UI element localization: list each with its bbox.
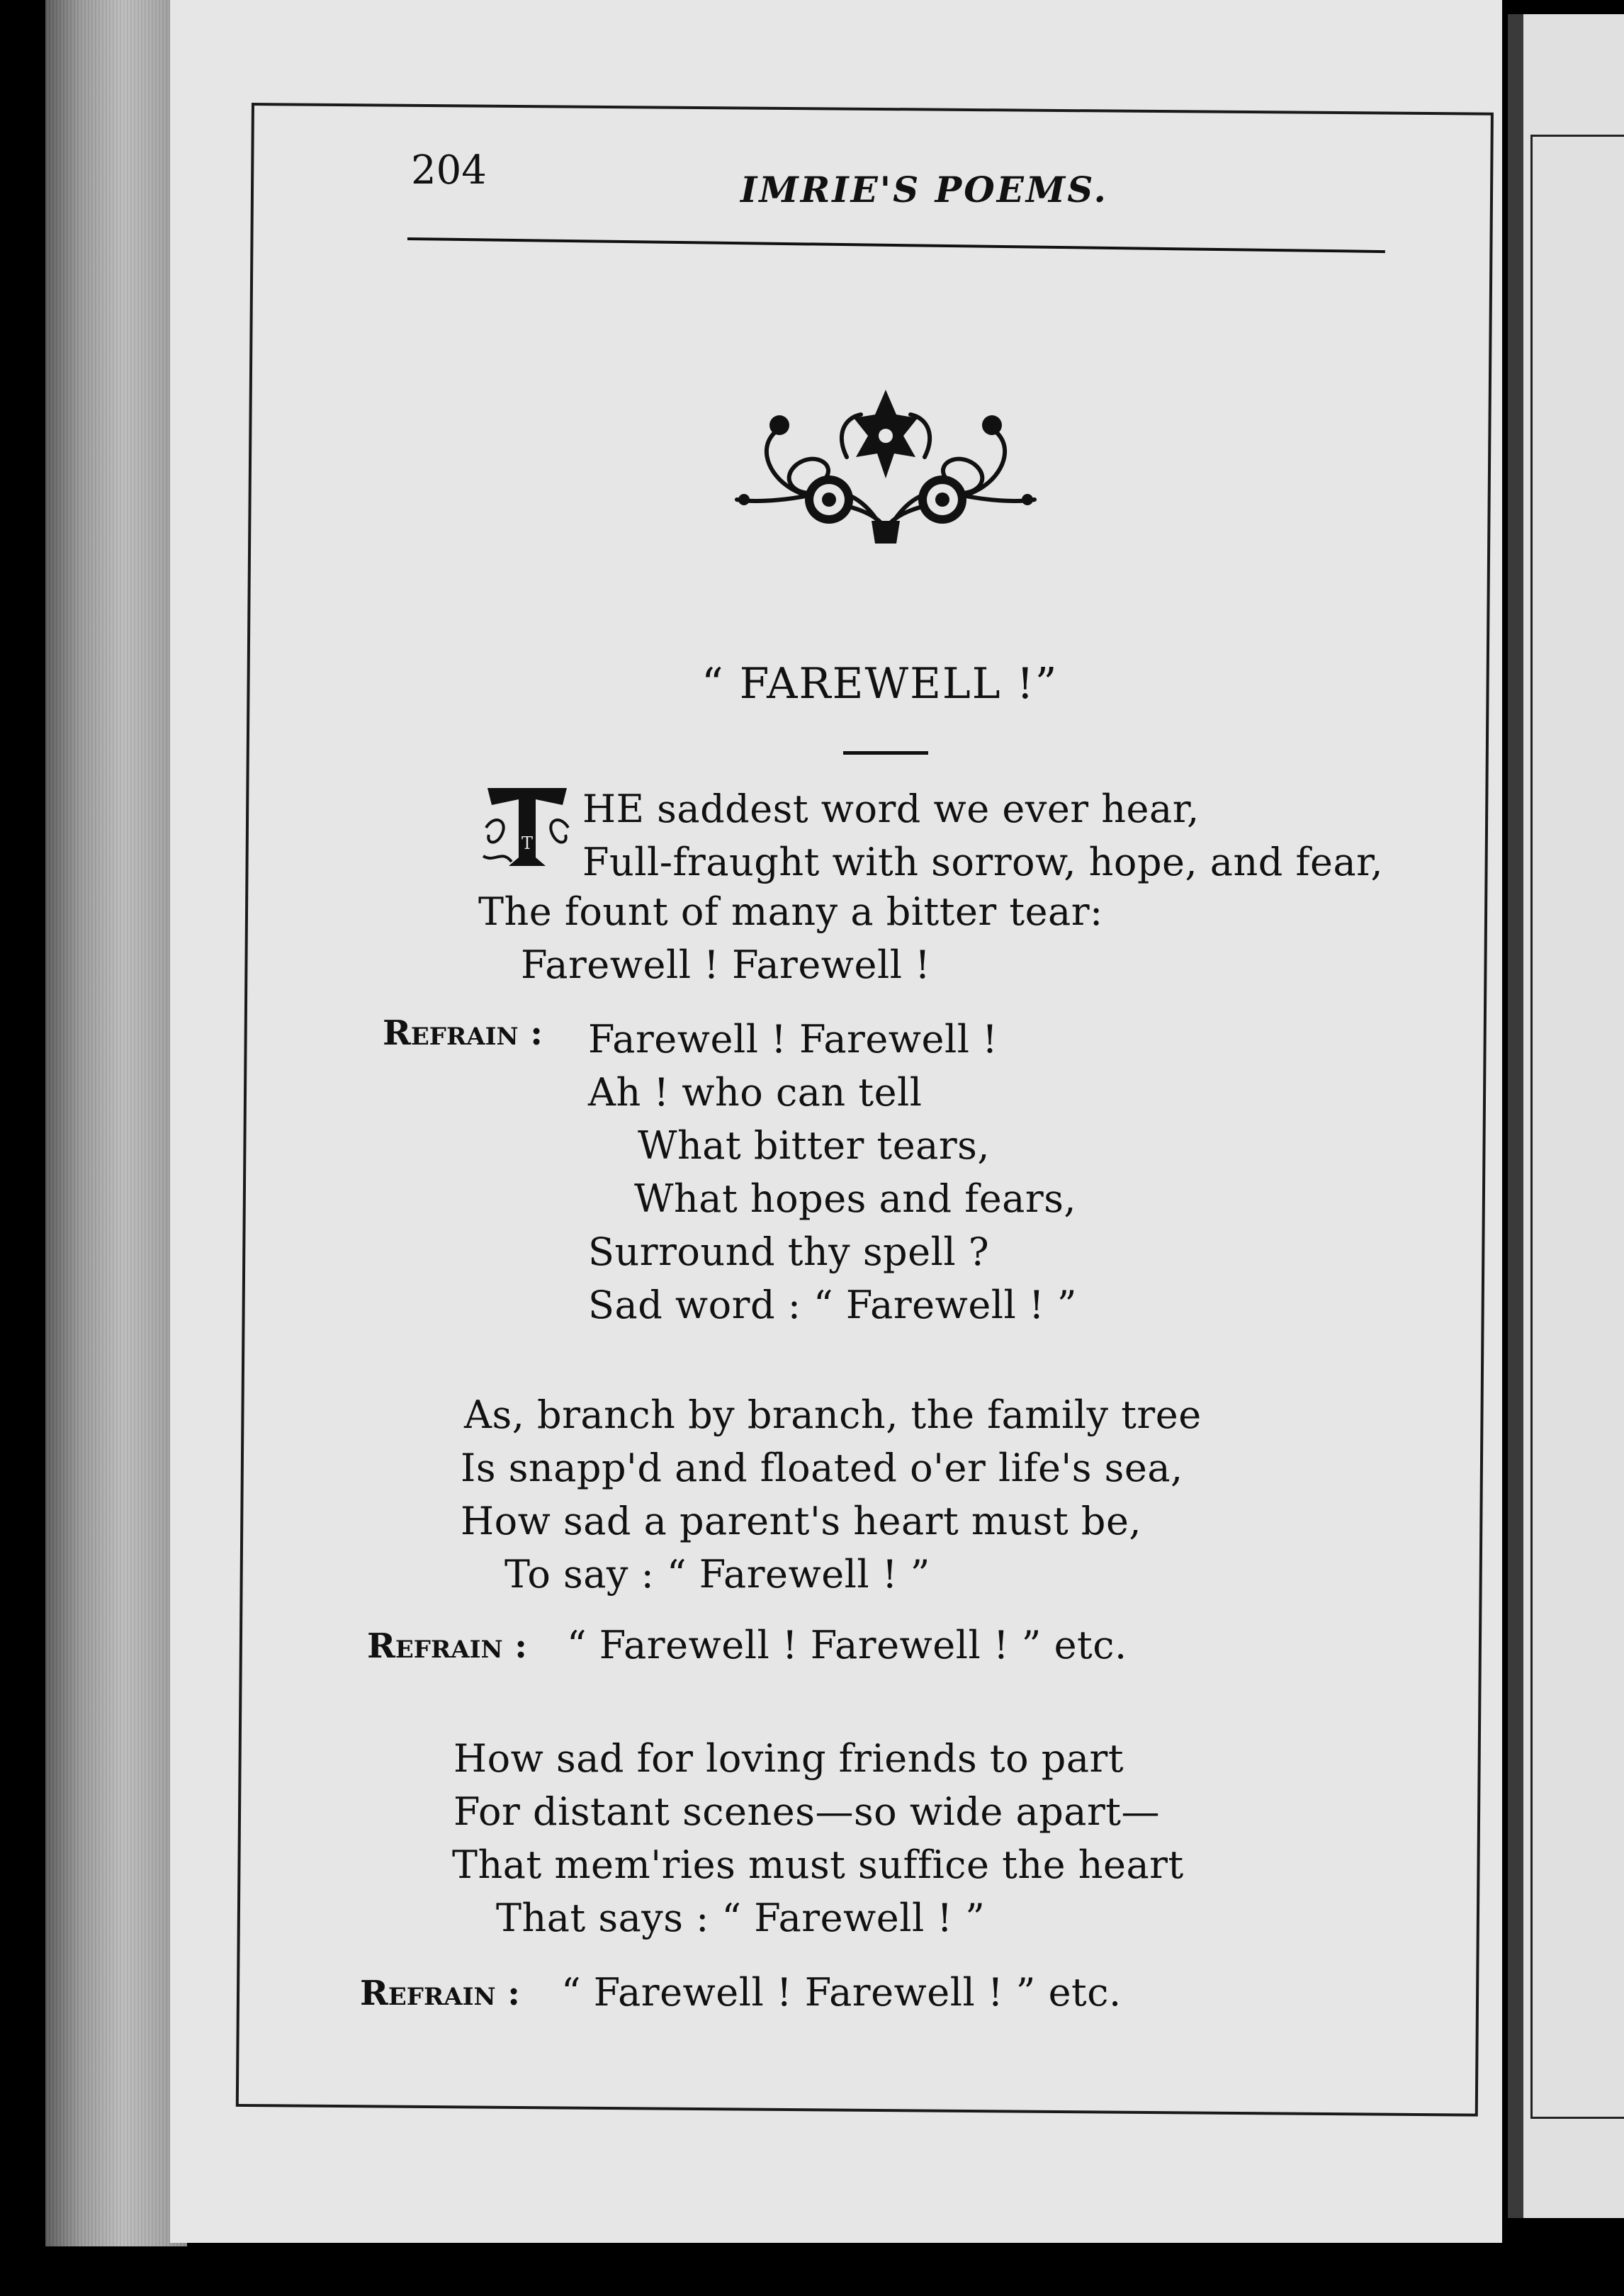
book-page-edge — [45, 0, 187, 2246]
refrain1-line-4: What hopes and fears, — [634, 1176, 1077, 1221]
page-number: 204 — [411, 147, 487, 193]
stanza2-line-4: To say : “ Farewell ! ” — [504, 1552, 930, 1597]
refrain-label: Refrain : — [383, 1013, 543, 1053]
refrain1-line-5: Surround thy spell ? — [588, 1229, 990, 1274]
stanza1-line-4: Farewell ! Farewell ! — [521, 942, 931, 987]
stanza1-line-3: The fount of many a bitter tear: — [478, 889, 1103, 934]
stanza3-line-4: That says : “ Farewell ! ” — [496, 1896, 986, 1940]
refrain1-line-1: Farewell ! Farewell ! — [588, 1017, 998, 1062]
refrain1-line-6: Sad word : “ Farewell ! ” — [588, 1283, 1077, 1327]
refrain3-line: “ Farewell ! Farewell ! ” etc. — [561, 1970, 1122, 2015]
stanza2-line-3: How sad a parent's heart must be, — [461, 1499, 1142, 1543]
stanza3-line-2: For distant scenes—so wide apart— — [453, 1789, 1160, 1834]
adjacent-page — [1508, 14, 1624, 2218]
refrain1-line-3: What bitter tears, — [638, 1123, 991, 1168]
poem-title: “ FAREWELL !” — [701, 659, 1059, 709]
stanza1-line-1: HE saddest word we ever hear, — [582, 787, 1200, 831]
refrain-label: Refrain : — [367, 1626, 527, 1666]
drop-cap-ornament — [480, 778, 574, 872]
stanza2-line-1: As, branch by branch, the family tree — [464, 1392, 1202, 1437]
title-rule — [843, 751, 928, 755]
refrain1-line-2: Ah ! who can tell — [588, 1070, 923, 1115]
refrain2-line: “ Farewell ! Farewell ! ” etc. — [567, 1623, 1127, 1667]
stanza2-line-2: Is snapp'd and floated o'er life's sea, — [461, 1446, 1183, 1490]
stanza1-line-2: Full-fraught with sorrow, hope, and fear, — [582, 840, 1384, 884]
running-title: IMRIE'S POEMS. — [740, 169, 1108, 210]
stanza3-line-3: That mem'ries must suffice the heart — [452, 1842, 1184, 1887]
refrain-label: Refrain : — [360, 1974, 520, 2013]
floral-ornament-icon — [730, 386, 1042, 546]
stanza3-line-1: How sad for loving friends to part — [453, 1736, 1124, 1781]
adjacent-page-frame — [1530, 135, 1624, 2119]
svg-text:T: T — [521, 833, 534, 853]
